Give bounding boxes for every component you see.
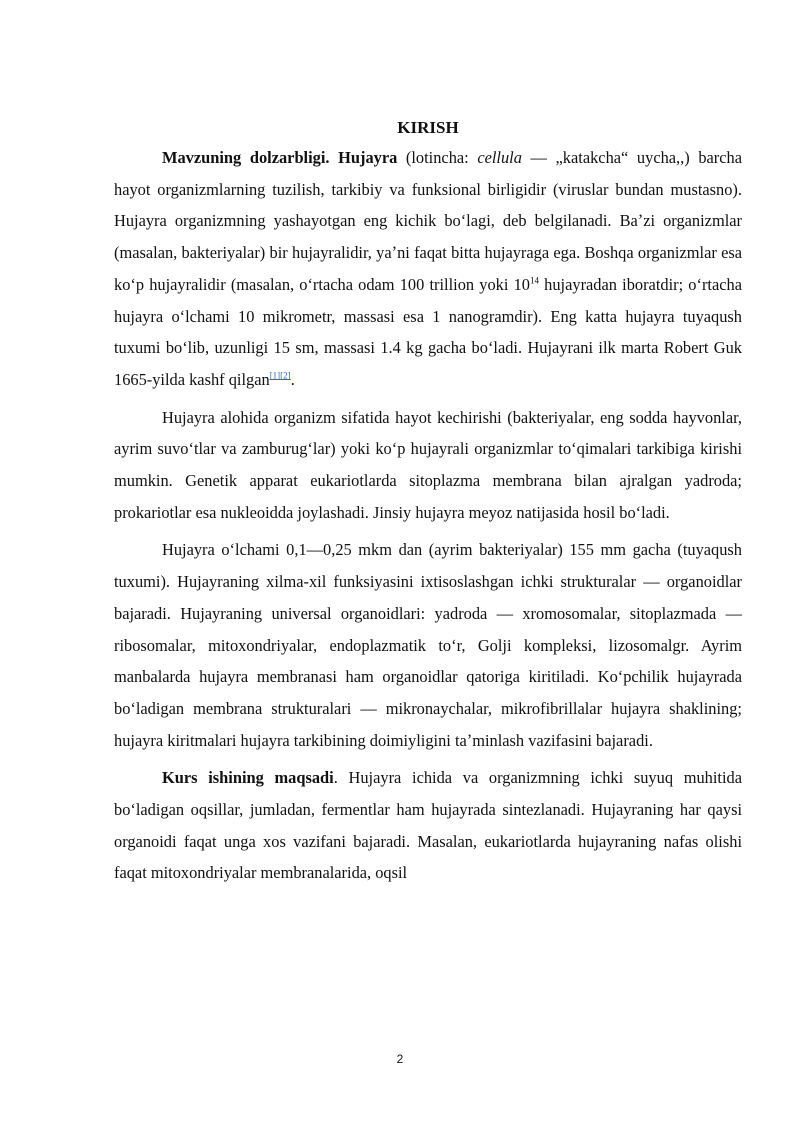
- paragraph-text: (lotincha:: [397, 148, 478, 167]
- paragraph-text: .: [290, 369, 295, 389]
- section-title: KIRISH: [397, 118, 459, 137]
- paragraph-goal: [114, 762, 742, 889]
- paragraph-relevance: [114, 142, 742, 396]
- latin-term: cellula: [477, 148, 522, 167]
- paragraph-lead: Mavzuning dolzarbligi. Hujayra: [162, 148, 398, 167]
- paragraph-organism: Hujayra alohida organizm sifatida hayot kechirishi (bakteriyalar, eng sodda hayvonlar, ayrim suvoʻtlar va zamburugʻlar) yoki koʻp hujayrali organizmlar toʻqimalari tarkibiga kirishi mumkin. Genetik apparat eukariotlarda sitoplazma membrana bilan ajralgan yadroda; prokariotlar esa nukleoidda joylashadi. Jinsiy hujayra meyoz natijasida hosil boʻladi.: [114, 407, 742, 522]
- document-page: [114, 114, 742, 895]
- reference-link[interactable]: [1][2]: [269, 370, 291, 381]
- paragraph-size: Hujayra oʻlchami 0,1—0,25 mkm dan (ayrim bakteriyalar) 155 mm gacha (tuyaqush tuxumi). Hujayraning xilma-xil funksiyasini ixtisoslashgan ichki strukturalar — organoidlar bajaradi. Hujayraning universal organoidlari: yadroda — xromosomalar, sitoplazmada — ribosomalar, mitoxondriyalar, endoplazmatik toʻr, Golji kompleksi, lizosomalgr. Ayrim manbalarda hujayra membranasi ham organoidlar qatoriga kiritiladi. Koʻpchilik hujayrada boʻladigan membrana strukturalari — mikronaychalar, mikrofibrillalar hujayra shaklining; hujayra kiritmalari hujayra tarkibining doimiyligini taʼminlash vazifasini bajaradi.: [114, 540, 742, 750]
- exponent: 14: [529, 275, 539, 286]
- page-number: 2: [396, 1052, 404, 1066]
- paragraph-lead: Kurs ishining maqsadi: [162, 768, 334, 788]
- paragraph-text: — „katakcha“ uycha,,) barcha hayot organizmlarning tuzilish, tarkibiy va funksional birligidir (viruslar bundan mustasno). Hujayra organizmning yashayotgan eng kichik boʻlagi, deb belgilanadi. Baʼzi organizmlar (masalan, bakteriyalar) bir hujayralidir, yaʼni faqat bitta hujayraga ega. Boshqa organizmlar esa koʻp hujayralidir (masalan, oʻrtacha odam 100 trillion yoki 10: [114, 148, 742, 294]
- paragraph-text: hujayradan iboratdir; oʻrtacha hujayra oʻlchami 10 mikrometr, massasi esa 1 nanogramdir). Eng katta hujayra tuyaqush tuxumi boʻlib, uzunligi 15 sm, massasi 1.4 kg gacha boʻladi. Hujayrani ilk marta Robert Guk 1665-yilda kashf qilgan: [114, 274, 742, 389]
- paragraph-text: . Hujayra ichida va organizmning ichki suyuq muhitida boʻladigan oqsillar, jumladan, fermentlar ham hujayrada sintezlanadi. Hujayraning har qaysi organoidi faqat unga xos vazifani bajaradi. Masalan, eukariotlarda hujayraning nafas olishi faqat mitoxondriyalar membranalarida, oqsil: [114, 768, 742, 883]
